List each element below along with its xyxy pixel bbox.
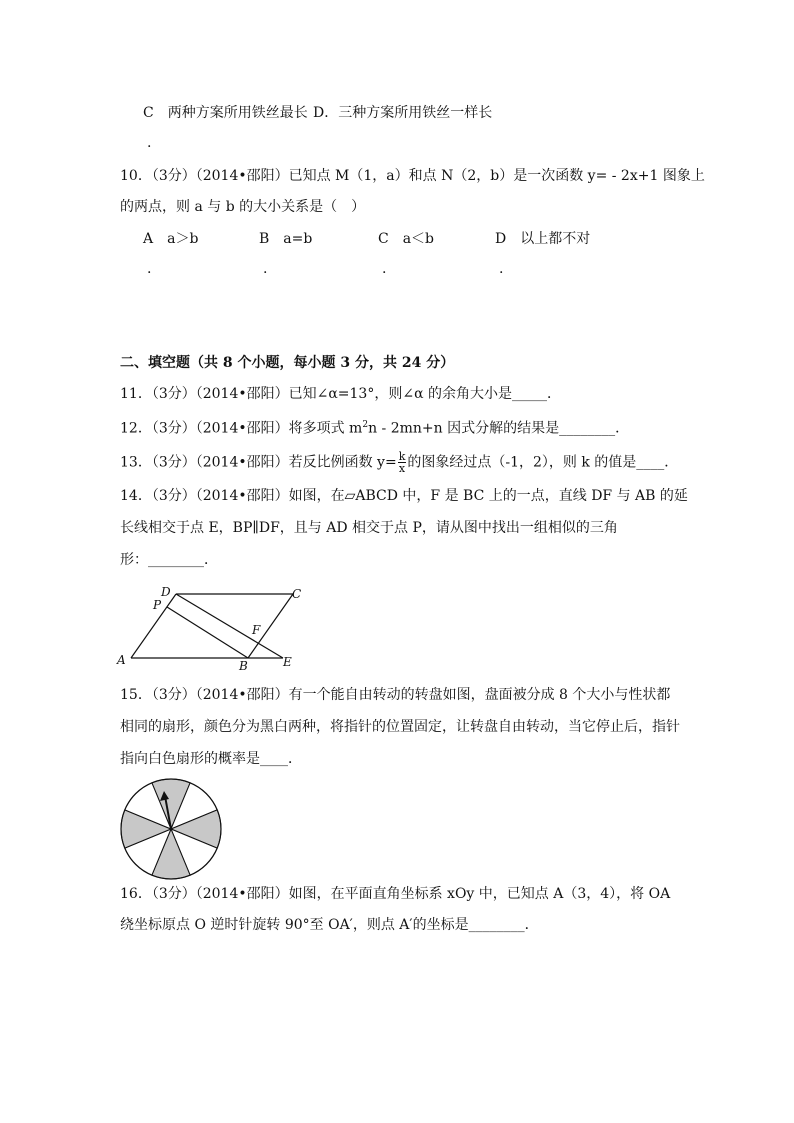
line-de [176,594,283,658]
label-b: B [239,659,248,672]
q9-option-c: C 两种方案所用铁丝最长 [143,105,308,121]
q15-line2: 相同的扇形，颜色分为黑白两种，将指针的位置固定，让转盘自由转动，当它停止后，指针 [120,719,680,735]
label-a: A [117,653,126,667]
q9-option-d: D．三种方案所用铁丝一样长 [313,105,493,121]
q12-text: 12．（3分）（2014•邵阳）将多项式 $m^2n - 2mn+n$ 因式分解的结果是________． [120,420,630,437]
q14-line1: 14．（3分）（2014•邵阳）如图，在▱ABCD 中，F 是 BC 上的一点，直线 DF 与 AB 的延 [120,488,688,504]
label-e: E [283,655,292,669]
option-dot: . [263,261,268,277]
q15-line3: 指向白色扇形的概率是____． [120,751,302,767]
q10-option-b: B a=b [259,231,313,247]
fraction: $\frac{k}{x}$ [398,450,406,475]
q16-line2: 绕坐标原点 O 逆时针旋转 90°至 OA′，则点 A′的坐标是________． [120,917,539,933]
option-dot: . [382,261,387,277]
q10-line1: 10．（3分）（2014•邵阳）已知点 M（1，a）和点 N（2，b）是一次函数 y= - 2x+1 图象上 [120,168,705,184]
q10-option-a: A a＞b [143,231,199,247]
option-dot: . [499,261,504,277]
option-dot: . [147,135,152,151]
q10-line2: 的两点，则 a 与 b 的大小关系是（ ） [120,199,366,215]
spinner-figure [116,774,226,884]
label-c: C [292,587,302,601]
q14-line2: 长线相交于点 E，BP∥DF，且与 AD 相交于点 P，请从图中找出一组相似的三角 [120,520,618,536]
q15-line1: 15．（3分）（2014•邵阳）有一个能自由转动的转盘如图，盘面被分成 8 个大小与性状都 [120,687,671,703]
label-f: F [252,623,261,637]
q11-text: 11．（3分）（2014•邵阳）已知∠α=13°，则∠α 的余角大小是_____． [120,386,561,402]
q14-line3: 形：________． [120,552,218,568]
q16-line1: 16．（3分）（2014•邵阳）如图，在平面直角坐标系 xOy 中，已知点 A（3，4），将 OA [120,886,671,902]
label-d: D [161,585,171,599]
section-heading: 二、填空题（共 8 个小题，每小题 3 分，共 24 分） [120,355,455,371]
label-p: P [153,598,162,612]
parallelogram-figure [115,582,315,672]
option-dot: . [147,261,152,277]
q10-option-c: C a＜b [378,231,435,247]
line-pb [167,607,248,658]
q10-option-d: D 以上都不对 [495,231,591,247]
q13-text: 13．（3分）（2014•邵阳）若反比例函数 y= $\frac{k}{x}$ 的图象经过点（-1，2），则 k 的值是____． [120,450,679,475]
